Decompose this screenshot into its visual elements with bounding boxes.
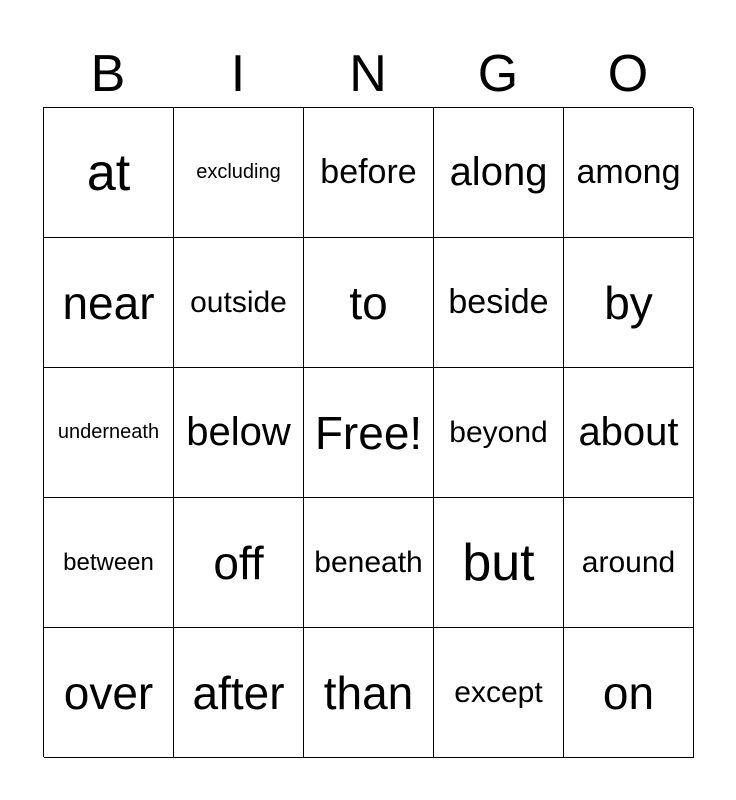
bingo-cell[interactable]: at	[44, 108, 174, 238]
bingo-cell[interactable]: on	[564, 628, 694, 758]
bingo-cell[interactable]: between	[44, 498, 174, 628]
bingo-cell[interactable]: around	[564, 498, 694, 628]
bingo-cell[interactable]: near	[44, 238, 174, 368]
bingo-cell[interactable]: about	[564, 368, 694, 498]
bingo-cell[interactable]: by	[564, 238, 694, 368]
bingo-cell[interactable]: except	[434, 628, 564, 758]
header-letter-i: I	[230, 45, 246, 103]
header-letter-g: G	[477, 45, 519, 103]
bingo-cell[interactable]: along	[434, 108, 564, 238]
bingo-cell[interactable]: outside	[174, 238, 304, 368]
bingo-cell[interactable]: among	[564, 108, 694, 238]
header-letter-n: N	[349, 45, 387, 103]
bingo-cell[interactable]: beyond	[434, 368, 564, 498]
header-letter-o: O	[607, 45, 649, 103]
bingo-cell[interactable]: than	[304, 628, 434, 758]
bingo-cell[interactable]: but	[434, 498, 564, 628]
bingo-cell[interactable]: over	[44, 628, 174, 758]
bingo-cell[interactable]: to	[304, 238, 434, 368]
bingo-cell[interactable]: below	[174, 368, 304, 498]
bingo-cell[interactable]: off	[174, 498, 304, 628]
bingo-cell[interactable]: beside	[434, 238, 564, 368]
bingo-header	[43, 40, 693, 108]
bingo-cell[interactable]: beneath	[304, 498, 434, 628]
bingo-cell[interactable]: excluding	[174, 108, 304, 238]
bingo-cell[interactable]: before	[304, 108, 434, 238]
bingo-grid	[43, 107, 693, 757]
bingo-cell[interactable]: after	[174, 628, 304, 758]
bingo-cell[interactable]: underneath	[44, 368, 174, 498]
header-letter-b: B	[90, 45, 126, 103]
free-space-cell[interactable]: Free!	[304, 368, 434, 498]
